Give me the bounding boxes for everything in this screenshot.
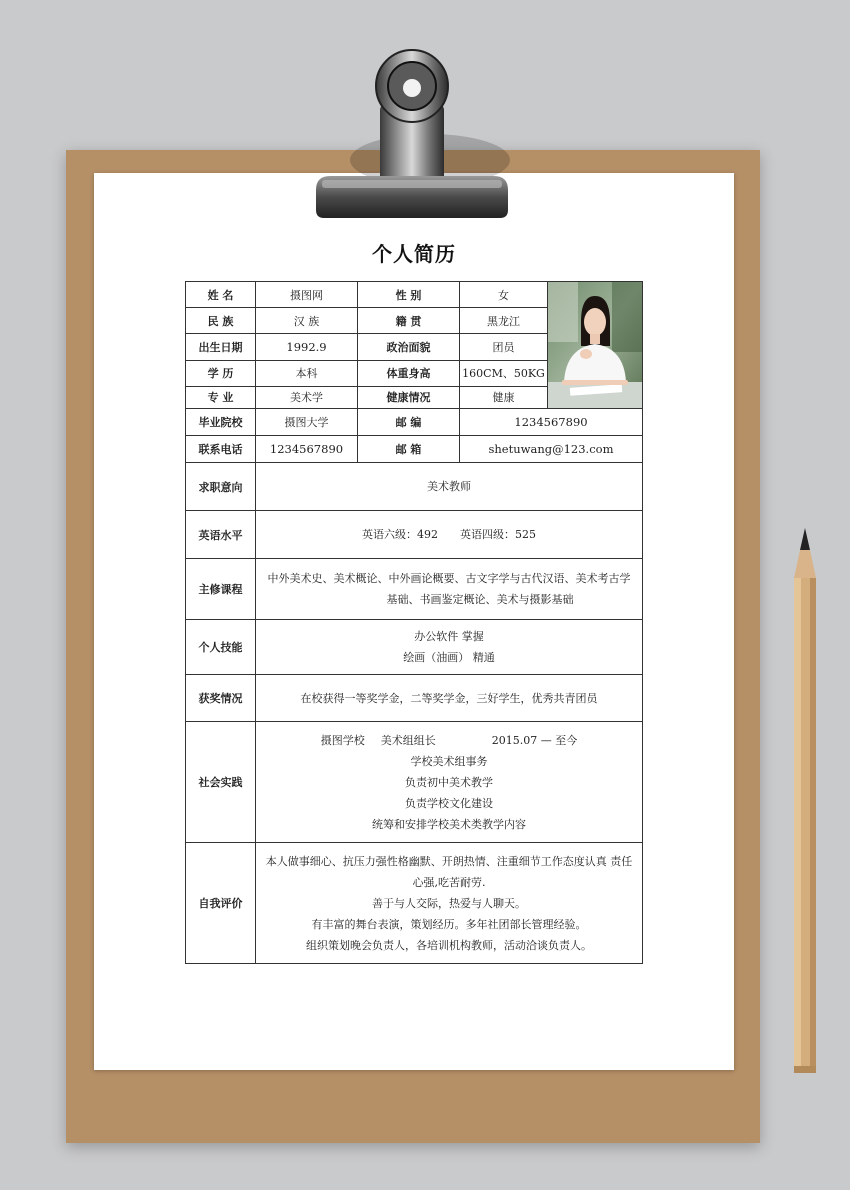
gender-value: 女: [460, 282, 548, 308]
self-value: [256, 843, 643, 964]
self-line: 本人做事细心、抗压力强性格幽默、开朗热情、注重细节工作态度认真 责任: [265, 854, 633, 868]
table-row: [186, 511, 643, 559]
self-line: 组织策划晚会负责人，各培训机构教师，活动洽谈负责人。: [306, 938, 592, 952]
zip-label: 邮 编: [358, 409, 460, 436]
body-value: 160CM、50KG: [460, 360, 548, 386]
birth-value: 1992.9: [256, 334, 358, 360]
practice-value: [256, 722, 643, 843]
table-row: [186, 675, 643, 722]
english-cet6: 英语六级：492: [362, 528, 438, 541]
native-value: 黑龙江: [460, 308, 548, 334]
body-label: 体重身高: [358, 360, 460, 386]
political-value: 团员: [460, 334, 548, 360]
practice-line: 负责学校文化建设: [405, 796, 493, 810]
self-line: 心强,吃苦耐劳.: [412, 875, 486, 889]
awards-value: 在校获得一等奖学金，二等奖学金，三好学生，优秀共青团员: [256, 675, 643, 722]
practice-label: 社会实践: [186, 722, 256, 843]
practice-header: [256, 730, 642, 751]
practice-date: 2015.07 — 至今: [491, 733, 578, 747]
political-label: 政治面貌: [358, 334, 460, 360]
gender-label: 性 别: [358, 282, 460, 308]
health-value: 健康: [460, 386, 548, 408]
avatar: [548, 282, 642, 408]
page-title: 个人简历: [372, 242, 456, 266]
skills-line: 绘画（油画） 精通: [403, 651, 495, 664]
practice-line: 统筹和安排学校美术类教学内容: [372, 817, 526, 831]
table-row: [186, 436, 643, 463]
courses-value: [256, 559, 643, 620]
self-line: 有丰富的舞台表演，策划经历。多年社团部长管理经验。: [311, 917, 587, 931]
courses-line: 基础、书画鉴定概论、美术与摄影基础: [386, 593, 574, 606]
education-label: 学 历: [186, 360, 256, 386]
email-label: 邮 箱: [358, 436, 460, 463]
major-value: 美术学: [256, 386, 358, 408]
table-row: [186, 559, 643, 620]
education-value: 本科: [256, 360, 358, 386]
skills-label: 个人技能: [186, 620, 256, 675]
ethnicity-label: 民 族: [186, 308, 256, 334]
table-row: [186, 722, 643, 843]
name-value: 摄图网: [256, 282, 358, 308]
practice-org: 摄图学校: [320, 733, 365, 747]
ethnicity-value: 汉 族: [256, 308, 358, 334]
phone-label: 联系电话: [186, 436, 256, 463]
self-line: 善于与人交际，热爱与人聊天。: [372, 896, 526, 910]
native-label: 籍 贯: [358, 308, 460, 334]
english-cet4: 英语四级：525: [460, 528, 536, 541]
binder-clip-icon: [312, 44, 512, 224]
table-row: [186, 282, 643, 308]
name-label: 姓 名: [186, 282, 256, 308]
english-value: [256, 511, 643, 559]
zip-value: 1234567890: [460, 409, 643, 436]
job-value: 美术教师: [256, 463, 643, 511]
table-row: [186, 409, 643, 436]
table-row: [186, 620, 643, 675]
email-value: shetuwang@123.com: [460, 436, 643, 463]
practice-role: 美术组组长: [380, 733, 436, 747]
courses-label: 主修课程: [186, 559, 256, 620]
self-label: 自我评价: [186, 843, 256, 964]
phone-value: 1234567890: [256, 436, 358, 463]
practice-line: 学校美术组事务: [410, 754, 488, 768]
school-label: 毕业院校: [186, 409, 256, 436]
school-value: 摄图大学: [256, 409, 358, 436]
practice-line: 负责初中美术教学: [405, 775, 493, 789]
table-row: [186, 843, 643, 964]
pencil-icon: [790, 528, 820, 1073]
job-label: 求职意向: [186, 463, 256, 511]
major-label: 专 业: [186, 386, 256, 408]
table-row: [186, 463, 643, 511]
awards-label: 获奖情况: [186, 675, 256, 722]
skills-value: [256, 620, 643, 675]
profile-photo: [548, 282, 643, 409]
english-label: 英语水平: [186, 511, 256, 559]
birth-label: 出生日期: [186, 334, 256, 360]
health-label: 健康情况: [358, 386, 460, 408]
skills-line: 办公软件 掌握: [414, 630, 484, 643]
resume-table: [185, 281, 643, 964]
courses-line: 中外美术史、美术概论、中外画论概要、古文字学与古代汉语、美术考古学: [267, 572, 631, 585]
